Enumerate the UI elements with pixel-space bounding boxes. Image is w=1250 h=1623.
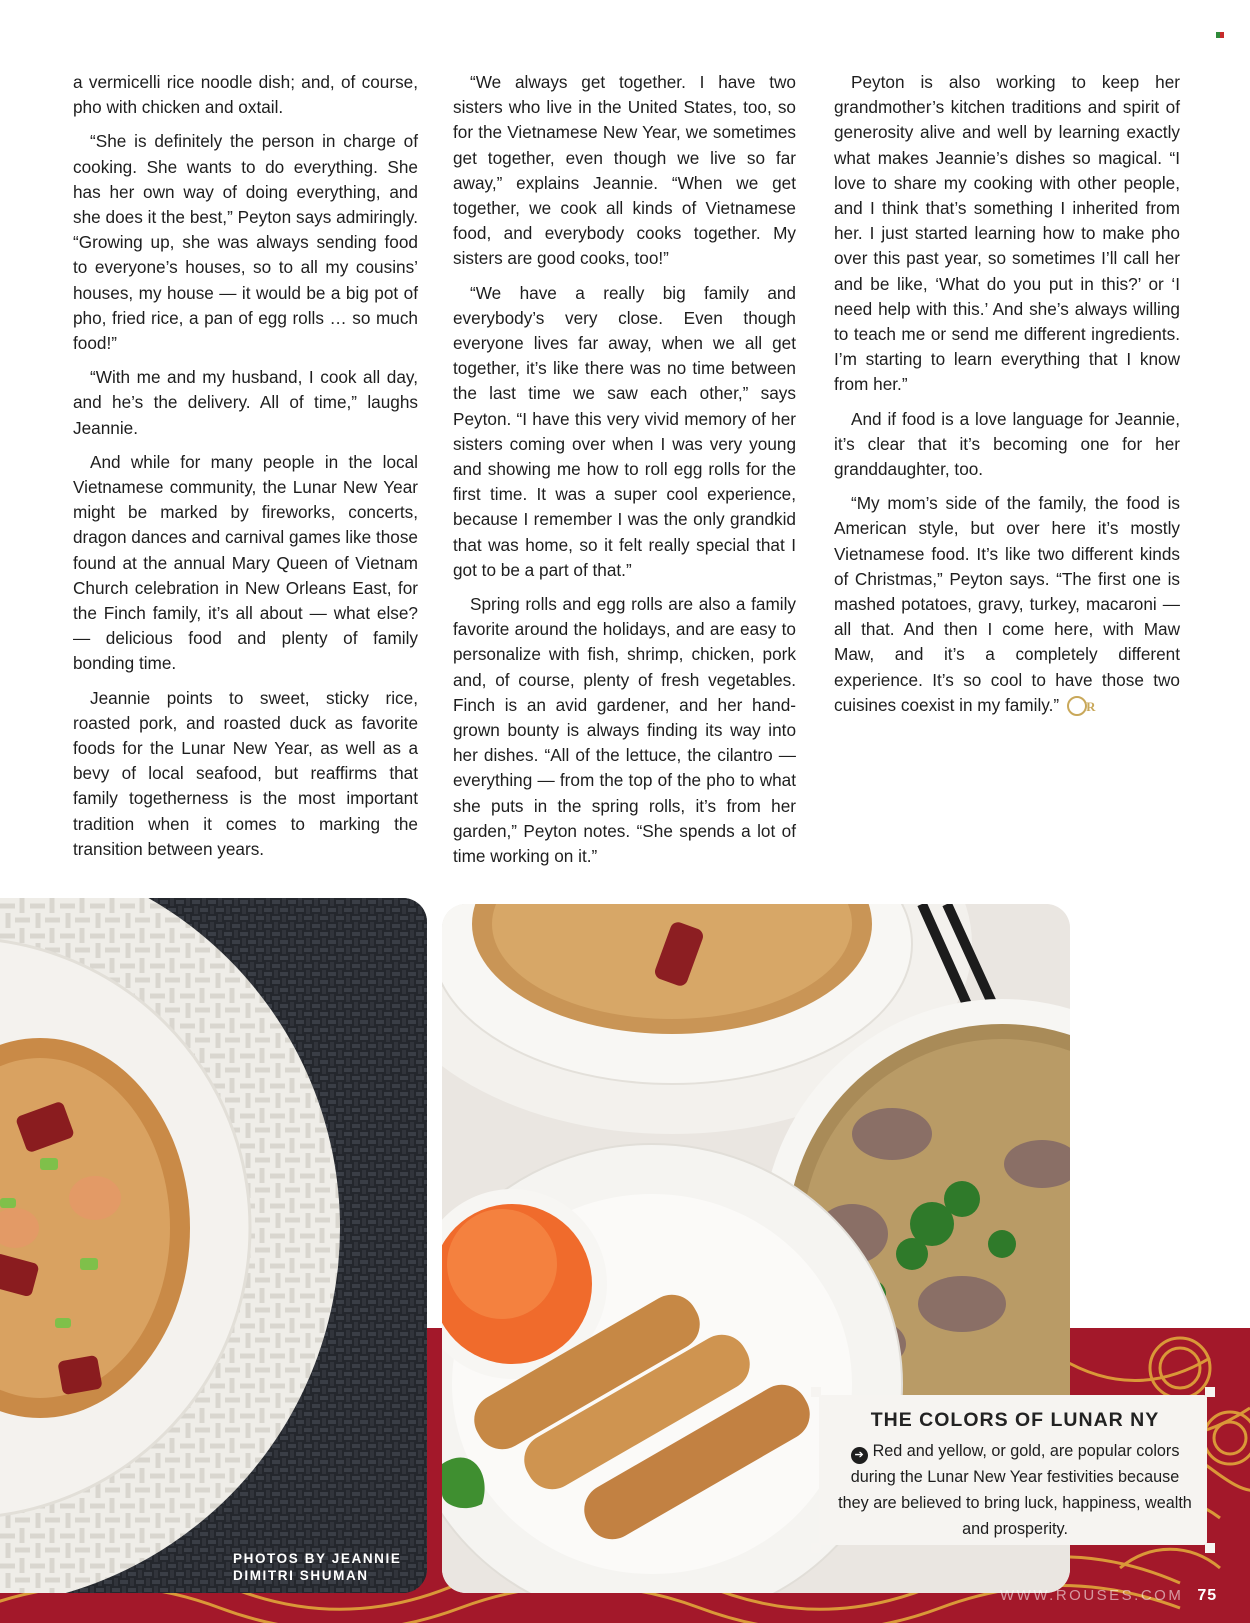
box-corner-ornament — [811, 1543, 821, 1553]
box-corner-ornament — [1205, 1387, 1215, 1397]
infobox-title: THE COLORS OF LUNAR NY — [870, 1409, 1160, 1431]
article-column-1 — [73, 70, 418, 871]
paragraph: And while for many people in the local Vietnamese community, the Lunar New Year might be marked by fireworks, concerts, dragon dances and carnival games like those found at the annual Mary Queen of Vietnam Church celebration in New Orleans East, for the Finch family, it’s all about — what else? — delicious food and plenty of family bonding time. — [73, 451, 418, 674]
photo-credit-line: DIMITRI SHUMAN — [233, 1568, 369, 1583]
infobox-text: Red and yellow, or gold, are popular colors during the Lunar New Year festivities because they are believed to bring luck, happiness, wealth and prosperity. — [838, 1442, 1192, 1538]
box-corner-ornament — [1205, 1543, 1215, 1553]
fried-rice-photo — [0, 898, 427, 1593]
corner-flag-icon — [1216, 32, 1224, 38]
article-column-3 — [834, 70, 1180, 727]
photo-credit — [233, 1550, 402, 1584]
paragraph: “We always get together. I have two sisters who live in the United States, too, so for the Vietnamese New Year, we sometimes get together, even though we live so far away,” explains Jeannie. “When we get together, we cook all kinds of Vietnamese food, and everybody cooks together. My sisters are good cooks, too!” — [453, 72, 796, 269]
paragraph: “We have a really big family and everybody’s very close. Even though everyone lives far away, when we all get together, it’s like there was no time between the last time we saw each other,” says Peyton. “I have this very vivid memory of her sisters coming over when I was very young and showing me how to roll egg rolls for the first time. It was a super cool experience, because I remember I was the only grandkid that was home, so it felt really special that I got to be a part of that.” — [453, 282, 796, 580]
paragraph: “With me and my husband, I cook all day, and he’s the delivery. All of time,” laughs Jeannie. — [73, 367, 418, 438]
page-number: 75 — [1197, 1587, 1218, 1604]
rouses-logo-end-mark: R — [1067, 696, 1087, 716]
paragraph-text: “My mom’s side of the family, the food is American style, but over here it’s mostly Vietnamese food. It’s like two different kinds of Christmas,” Peyton says. “The first one is mashed potatoes, gravy, turkey, macaroni — all that. And then I come here, with Maw Maw, and it’s a completely different experience. It’s so cool to have those two cuisines coexist in my family.” — [834, 493, 1180, 715]
page-footer — [1000, 1587, 1217, 1605]
box-corner-ornament — [811, 1387, 821, 1397]
infobox-body — [837, 1438, 1193, 1542]
website-link[interactable]: WWW.ROUSES.COM — [1000, 1587, 1184, 1604]
paragraph: a vermicelli rice noodle dish; and, of course, pho with chicken and oxtail. — [73, 72, 418, 118]
photo-credit-line: PHOTOS BY JEANNIE — [233, 1551, 402, 1566]
paragraph-final — [834, 491, 1180, 718]
lunar-colors-infobox — [819, 1395, 1207, 1545]
article-column-2 — [453, 70, 796, 878]
paragraph: “She is definitely the person in charge of cooking. She wants to do everything. She has her own way of doing everything, and she does it the best,” Peyton says admiringly. “Growing up, she was always sending food to everyone’s houses, so to all my cousins’ houses, my house — it would be a big pot of pho, fried rice, a pan of egg rolls … so much food!” — [73, 131, 418, 354]
paragraph: And if food is a love language for Jeannie, it’s clear that it’s becoming one for her granddaughter, too. — [834, 408, 1180, 480]
arrow-circle-right-icon: ➔ — [851, 1447, 868, 1464]
paragraph: Peyton is also working to keep her grandmother’s kitchen traditions and spirit of generosity alive and well by learning exactly what makes Jeannie’s dishes so magical. “I love to share my cooking with other people, and I think that’s something I inherited from her. I just started learning how to make pho over this past year, so sometimes I’ll call her and be like, ‘What do you put in this?’ or ‘I need help with this.’ And she’s always willing to teach me or send me different ingredients. I’m starting to learn everything that I know from her.” — [834, 72, 1180, 395]
paragraph: Spring rolls and egg rolls are also a family favorite around the holidays, and are easy to personalize with fish, shrimp, chicken, pork and, of course, plenty of fresh vegetables. Finch is an avid gardener, and her hand-grown bounty is always finding its way into her dishes. “All of the lettuce, the cilantro — everything — from the top of the pho to what she puts in the spring rolls, it’s from her garden,” Peyton notes. “She spends a lot of time working on it.” — [453, 594, 796, 867]
paragraph: Jeannie points to sweet, sticky rice, roasted pork, and roasted duck as favorite foods for the Lunar New Year, as well as a bevy of local seafood, but reaffirms that family togetherness is the most important tradition when it comes to marking the transition between years. — [73, 687, 418, 859]
